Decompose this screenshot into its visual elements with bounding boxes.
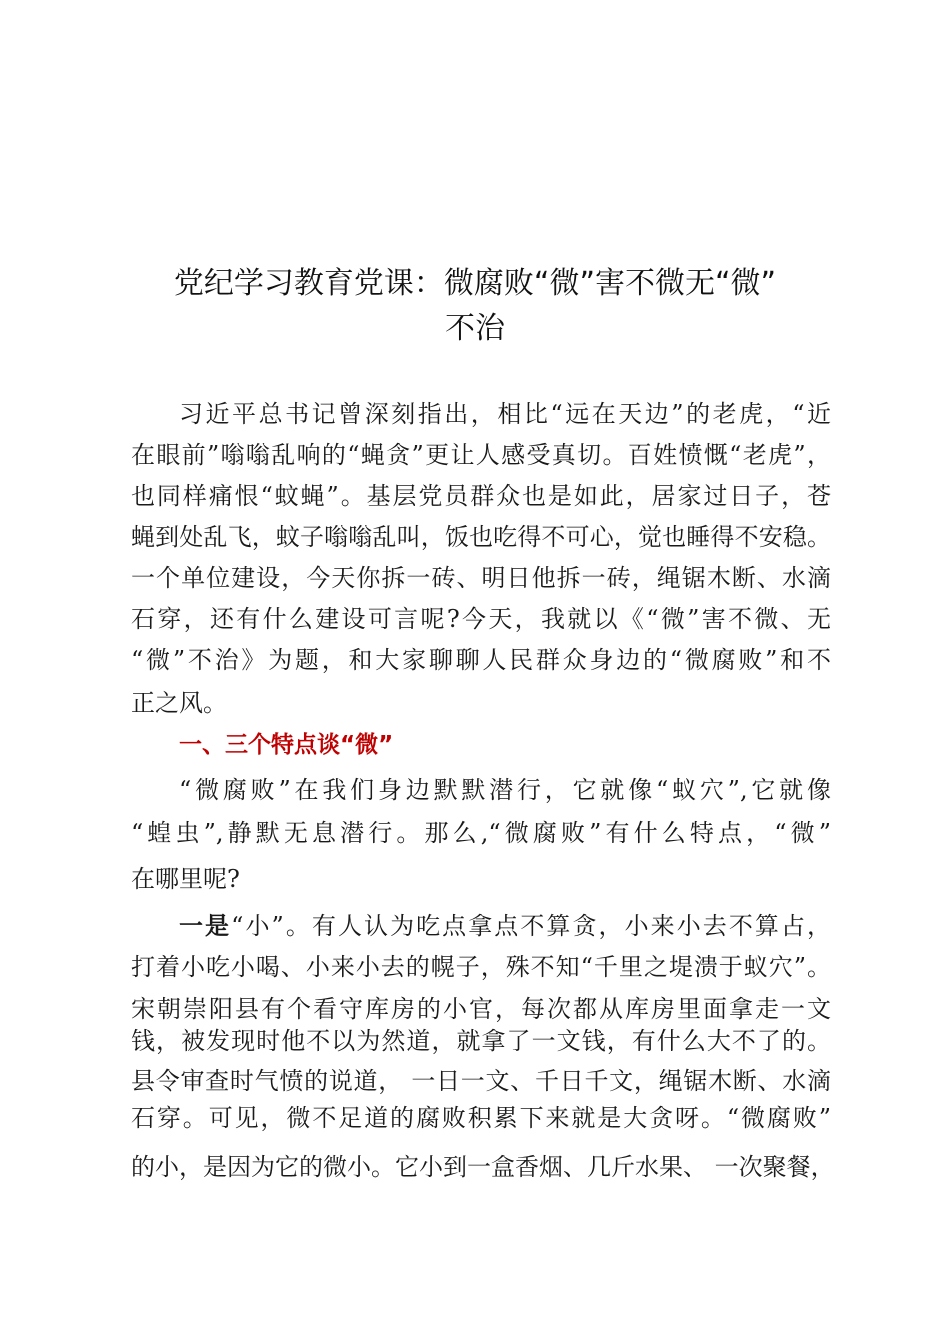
paragraph-1-line-4: 蝇到处乱飞，蚊子嗡嗡乱叫，饭也吃得不可心，觉也睡得不安稳。 (131, 523, 831, 551)
paragraph-3-line-4: 钱，被发现时他不以为然道，就拿了一文钱，有什么大不了的。 (131, 1027, 831, 1055)
document-title-line-1: 党纪学习教育党课：微腐败“微”害不微无“微” (173, 266, 777, 301)
paragraph-2-line-3: 在哪里呢? (131, 865, 240, 893)
paragraph-2-line-2: “蝗虫”,静默无息潜行。那么,“微腐败”有什么特点，“微” (131, 819, 831, 847)
paragraph-3-line-2: 打着小吃小喝、小来小去的幌子，殊不知“千里之堤溃于蚁穴”。 (131, 953, 831, 981)
document-title-line-2: 不治 (445, 311, 505, 346)
paragraph-3-line-6: 石穿。可见，微不足道的腐败积累下来就是大贪呀。“微腐败” (131, 1104, 831, 1132)
paragraph-2-line-1: “微腐败”在我们身边默默潜行，它就像“蚁穴”,它就像 (179, 776, 831, 804)
paragraph-1-line-8: 正之风。 (131, 689, 227, 717)
paragraph-3-line-1 (179, 911, 831, 941)
paragraph-1-line-5: 一个单位建设，今天你拆一砖、明日他拆一砖，绳锯木断、水滴 (131, 564, 831, 592)
paragraph-3-line-3: 宋朝崇阳县有个看守库房的小官，每次都从库房里面拿走一文 (131, 995, 831, 1023)
paragraph-1-line-6: 石穿，还有什么建设可言呢?今天，我就以《“微”害不微、无 (131, 605, 831, 633)
paragraph-1-line-7: “微”不治》为题，和大家聊聊人民群众身边的“微腐败”和不 (131, 646, 831, 674)
paragraph-1-line-2: 在眼前”嗡嗡乱响的“蝇贪”更让人感受真切。百姓愤慨“老虎”， (131, 441, 831, 469)
paragraph-3-line-7: 的小，是因为它的微小。它小到一盒香烟、几斤水果、 一次聚餐， (131, 1153, 835, 1181)
paragraph-1-line-3: 也同样痛恨“蚊蝇”。基层党员群众也是如此，居家过日子，苍 (131, 482, 831, 510)
paragraph-3-line-1-text: “小”。有人认为吃点拿点不算贪，小来小去不算占， (231, 912, 831, 940)
paragraph-3-line-5: 县令审查时气愤的说道， 一日一文、千日千文，绳锯木断、水滴 (131, 1067, 831, 1095)
paragraph-1-line-1: 习近平总书记曾深刻指出，相比“远在天边”的老虎，“近 (179, 400, 831, 428)
section-heading-1: 一、三个特点谈“微” (179, 732, 394, 758)
paragraph-3-lead: 一是 (179, 911, 232, 940)
